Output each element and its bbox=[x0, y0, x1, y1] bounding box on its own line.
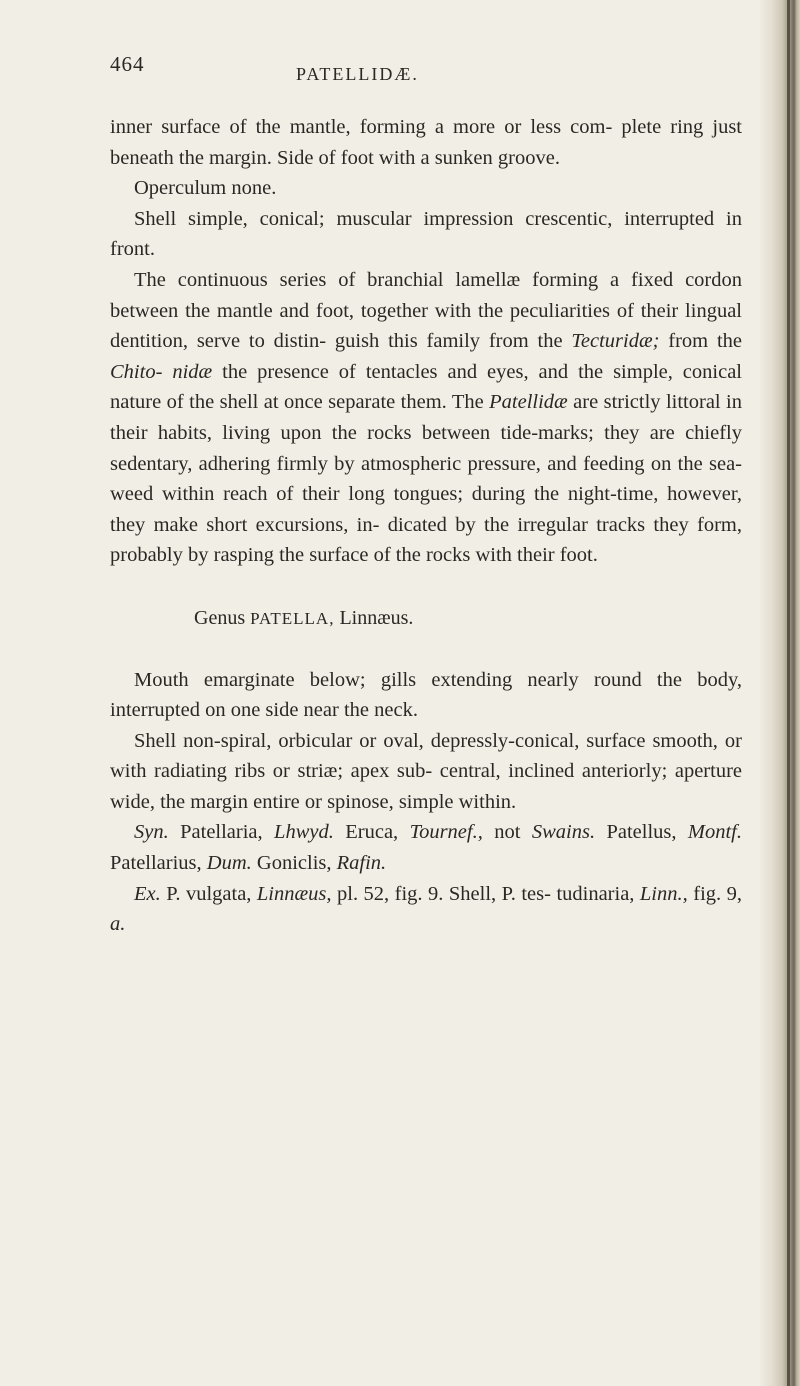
author-lhwyd: Lhwyd. bbox=[274, 821, 334, 844]
text-run: not bbox=[482, 821, 532, 844]
text-run: P. vulgata, bbox=[160, 882, 257, 905]
text-run: Patellaria, bbox=[168, 821, 275, 844]
author-swains: Swains. bbox=[531, 821, 596, 844]
paragraph-shell: Shell simple, conical; muscular impression crescentic, interrupted in front. bbox=[110, 207, 742, 261]
text-run: the presence of tentacles and eyes, and the simple, conical nature of the shell at once separate them. The bbox=[110, 360, 742, 414]
paragraph-operculum: Operculum none. bbox=[134, 177, 277, 200]
text-run: from the bbox=[659, 330, 742, 353]
author-rafin: Rafin. bbox=[336, 852, 387, 875]
paragraph-synonyms bbox=[110, 817, 742, 878]
paragraph-mantle: inner surface of the mantle, forming a more or less com- plete ring just beneath the margin. Side of foot with a sunken groove. bbox=[110, 116, 742, 169]
author-dum: Dum. bbox=[206, 852, 252, 875]
text-run: Goniclis, bbox=[251, 852, 337, 875]
page-edge-shadow bbox=[760, 0, 800, 1386]
syn-label: Syn. bbox=[134, 821, 169, 844]
taxon-chitonidae: Chito- nidæ bbox=[110, 360, 213, 383]
binding-edge-line bbox=[787, 0, 790, 1386]
text-run: The continuous series of branchial lamellæ forming a fixed cordon between the mantle and foot, together with the peculiarities of their lingual dentition, serve to distin- guish this family from the bbox=[110, 268, 742, 353]
author-linnaeus: Linnæus, bbox=[256, 882, 332, 905]
author-tournef: Tournef., bbox=[409, 821, 483, 844]
text-run: are strictly littoral in their habits, living upon the rocks between tide-marks; they are chiefly sedentary, adhering firmly by atmospheric pressure, and feeding on the sea-weed within reach of their long tongues; during the night-time, however, they make short excursions, in- dicated by the irregular tracks they form, probably by rasping the surface of the rocks with their foot. bbox=[110, 391, 742, 567]
taxon-patellidae: Patellidæ bbox=[489, 391, 568, 414]
text-run: Patellarius, bbox=[110, 852, 207, 875]
text-run: Patellus, bbox=[595, 821, 688, 844]
paragraph-examples bbox=[110, 879, 742, 940]
paragraph-family-description bbox=[110, 265, 742, 571]
ex-label: Ex. bbox=[134, 882, 161, 905]
body-text bbox=[110, 112, 742, 940]
text-run: pl. 52, fig. 9. Shell, P. tes- tudinaria, bbox=[331, 882, 640, 905]
author-linn: Linn., bbox=[639, 882, 688, 905]
genus-label: Genus bbox=[194, 606, 246, 629]
page-number: 464 bbox=[110, 52, 145, 76]
genus-heading bbox=[110, 603, 742, 635]
paragraph-shell-genus: Shell non-spiral, orbicular or oval, depressly-conical, surface smooth, or with radiating ribs or striæ; apex sub- central, inclined anteriorly; aperture wide, the margin entire or spinose, simple within. bbox=[110, 729, 742, 813]
genus-name: PATELLA, bbox=[250, 608, 335, 628]
running-head: PATELLIDÆ. bbox=[296, 64, 419, 84]
taxon-tecturidae: Tecturidæ; bbox=[571, 330, 660, 353]
author-montf: Montf. bbox=[687, 821, 742, 844]
paragraph-mouth: Mouth emarginate below; gills extending nearly round the body, interrupted on one side near the neck. bbox=[110, 668, 742, 722]
genus-author: Linnæus. bbox=[339, 606, 414, 629]
text-run: Eruca, bbox=[333, 821, 410, 844]
figure-letter: a. bbox=[110, 913, 126, 936]
text-run: fig. 9, bbox=[687, 882, 742, 905]
